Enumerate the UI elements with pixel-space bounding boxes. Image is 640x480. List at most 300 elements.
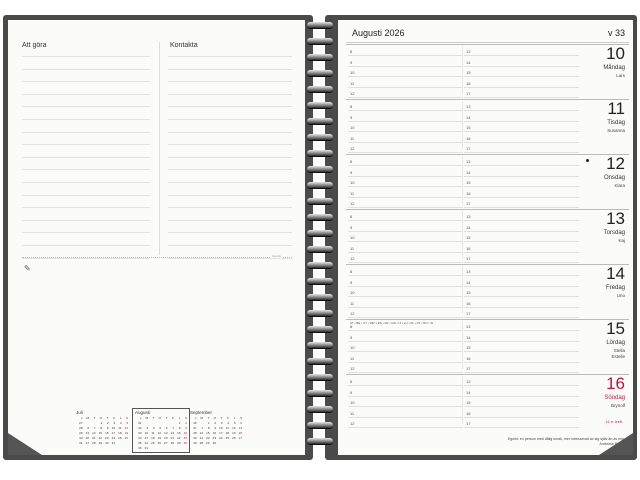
- hour-line[interactable]: [348, 88, 463, 98]
- weekday-name: Lördag: [606, 340, 625, 346]
- mini-calendar-cell: 4: [119, 421, 122, 425]
- hour-line[interactable]: [348, 386, 463, 396]
- mini-calendar-cell: 14: [199, 431, 203, 435]
- mini-calendar-cell: 18: [151, 436, 155, 440]
- spiral-ring: [307, 374, 333, 380]
- hour-line[interactable]: [348, 297, 463, 307]
- ruled-line: [168, 119, 292, 120]
- mini-calendar-cell: 31: [111, 441, 115, 445]
- mini-calendar-cell: 8: [100, 426, 102, 430]
- hour-column: [464, 266, 579, 318]
- hour-line[interactable]: [348, 276, 463, 286]
- hour-column-divider: [462, 376, 463, 424]
- mini-calendar-cell: F: [227, 416, 229, 420]
- hour-column: [348, 321, 463, 373]
- hour-line[interactable]: [348, 211, 463, 221]
- mini-calendar-row: [135, 446, 187, 451]
- mini-calendar-cell: 29: [177, 441, 181, 445]
- contacts-title: Kontakta: [170, 42, 198, 49]
- mini-calendar-cell: v: [195, 416, 197, 420]
- hour-label: 15: [466, 125, 471, 131]
- hour-line[interactable]: [464, 342, 579, 352]
- mini-calendar-cell: 4: [152, 426, 155, 430]
- hour-line[interactable]: [464, 418, 579, 428]
- hour-line[interactable]: [348, 253, 463, 263]
- hour-label: 14: [466, 224, 471, 230]
- weekday-name: Tisdag: [607, 120, 625, 126]
- mini-calendar-cell: 28: [170, 441, 174, 445]
- mini-calendar-cell: 30: [79, 436, 83, 440]
- mini-calendar-cell: 24: [144, 441, 148, 445]
- mini-calendar-cell: 30: [105, 441, 109, 445]
- hour-label: 15: [466, 290, 471, 296]
- hour-line[interactable]: [464, 132, 579, 142]
- hour-line[interactable]: [464, 376, 579, 386]
- hour-label: 13: [466, 159, 471, 165]
- hour-line[interactable]: [464, 242, 579, 252]
- day-number: 13: [606, 209, 625, 228]
- mini-calendar-august: [132, 408, 190, 453]
- name-day: Stella Estelle: [611, 348, 625, 359]
- mini-calendar-cell: S: [125, 416, 128, 420]
- hour-line[interactable]: [464, 276, 579, 286]
- mini-calendar-cell: 20: [164, 436, 168, 440]
- hour-label: 9: [350, 59, 353, 65]
- column-divider: [159, 42, 160, 255]
- hour-line[interactable]: [464, 122, 579, 132]
- hour-label: 13: [466, 269, 471, 275]
- ruled-line: [22, 169, 150, 170]
- spiral-ring: [307, 358, 333, 364]
- mini-calendar-cell: 37: [193, 426, 197, 430]
- mini-calendar-cell: 6: [240, 421, 242, 425]
- ruled-line: [22, 132, 150, 133]
- hour-line[interactable]: [464, 308, 579, 318]
- hour-label: 12: [350, 90, 355, 96]
- mini-calendar-cell: v: [81, 416, 83, 420]
- hour-line[interactable]: [464, 166, 579, 176]
- hour-label: 9: [350, 224, 353, 230]
- mini-calendar-cell: 3: [113, 421, 115, 425]
- ruled-line: [168, 207, 292, 208]
- spiral-ring: [307, 390, 333, 396]
- day-number: 16: [606, 374, 625, 393]
- ruled-line: [168, 106, 292, 107]
- mini-calendar-cell: 21: [170, 436, 174, 440]
- mini-calendar-cell: F: [172, 416, 174, 420]
- day-separator: [346, 154, 629, 155]
- hour-line[interactable]: [464, 352, 579, 362]
- week-header: [346, 24, 629, 43]
- hour-label: 14: [466, 169, 471, 175]
- mini-calendar-cell: 21: [199, 436, 203, 440]
- mini-calendar-cell: T: [152, 416, 155, 420]
- hour-line[interactable]: [348, 143, 463, 153]
- spiral-ring: [307, 230, 333, 236]
- hour-line[interactable]: [464, 101, 579, 111]
- day-separator: [346, 99, 629, 100]
- mini-calendar-cell: 24: [111, 436, 115, 440]
- ruled-line: [22, 220, 150, 221]
- mini-calendar-cell: T: [106, 416, 109, 420]
- hour-label: 15: [466, 70, 471, 76]
- mini-calendar-cell: 2: [106, 421, 109, 425]
- hour-label: 13: [466, 214, 471, 220]
- mini-calendar-cell: 13: [164, 431, 168, 435]
- mini-calendar-cell: O: [99, 416, 102, 420]
- day-block[interactable]: [346, 154, 629, 208]
- mini-calendar-cell: 30: [183, 441, 187, 445]
- mini-calendar-cell: 26: [124, 436, 128, 440]
- mini-calendar-cell: T: [207, 416, 210, 420]
- mini-calendar-cell: 27: [238, 436, 242, 440]
- mini-calendar-cell: 28: [92, 441, 96, 445]
- hour-label: 11: [350, 410, 355, 416]
- day-separator: [346, 209, 629, 210]
- day-number: 12: [606, 154, 625, 173]
- page-corner: [8, 433, 42, 455]
- weekday-name: Onsdag: [603, 175, 625, 181]
- mini-calendar-cell: 5: [126, 421, 128, 425]
- hour-label: 8: [350, 379, 353, 385]
- mini-calendar-cell: 3: [220, 421, 223, 425]
- hour-column: [348, 211, 463, 263]
- ruled-line: [22, 182, 150, 183]
- mini-calendar-cell: 2: [185, 421, 187, 425]
- mini-calendar-cell: 10: [219, 426, 223, 430]
- mini-calendar-cell: 26: [157, 441, 161, 445]
- day-separator: [346, 44, 629, 45]
- mini-calendar-cell: 20: [238, 431, 242, 435]
- mini-calendar-cell: 38: [193, 431, 197, 435]
- mini-calendar-cell: 35: [138, 441, 142, 445]
- hour-column-divider: [462, 101, 463, 149]
- ruled-line: [168, 245, 292, 246]
- name-day: Klara: [614, 183, 625, 188]
- hour-line[interactable]: [464, 253, 579, 263]
- mini-calendar-cell: 39: [193, 436, 197, 440]
- name-day: Uno: [616, 293, 625, 298]
- month-year: Augusti 2026: [352, 28, 405, 38]
- hour-line[interactable]: [348, 266, 463, 276]
- spiral-ring: [307, 70, 333, 76]
- mini-calendar-cell: 29: [79, 431, 83, 435]
- mini-calendar-cell: 31: [144, 446, 148, 450]
- weekday-name: Fredag: [605, 285, 625, 291]
- mini-calendar-cell: 14: [170, 431, 174, 435]
- hour-label: 13: [466, 379, 471, 385]
- sunday-note: 11 e. trefl.: [605, 419, 623, 424]
- mini-calendar-cell: 12: [232, 426, 236, 430]
- hour-line[interactable]: [348, 287, 463, 297]
- day-block[interactable]: [346, 99, 629, 153]
- ruled-line: [168, 132, 292, 133]
- hour-line[interactable]: [464, 143, 579, 153]
- hour-line[interactable]: [348, 232, 463, 242]
- weekday-name: Söndag: [604, 395, 625, 401]
- hour-line[interactable]: [348, 198, 463, 208]
- mini-calendar-cell: 8: [178, 426, 181, 430]
- hour-line[interactable]: [348, 77, 463, 87]
- hour-line[interactable]: [348, 352, 463, 362]
- mini-calendar-cell: 22: [206, 436, 210, 440]
- hour-line[interactable]: [464, 266, 579, 276]
- hour-line[interactable]: [464, 407, 579, 417]
- mini-calendar-cell: 3: [146, 426, 148, 430]
- hour-line[interactable]: [464, 46, 579, 56]
- day-number: 10: [606, 44, 625, 63]
- mini-calendar-cell: 30: [212, 441, 216, 445]
- spiral-ring: [307, 166, 333, 172]
- hour-line[interactable]: [464, 232, 579, 242]
- mini-calendar-cell: M: [86, 416, 89, 420]
- hour-line[interactable]: [348, 132, 463, 142]
- hour-line[interactable]: [348, 242, 463, 252]
- mini-calendar-row: [76, 441, 128, 446]
- mini-calendar-cell: 28: [79, 426, 83, 430]
- spiral-ring: [307, 54, 333, 60]
- ruled-line: [22, 207, 150, 208]
- hour-label: 14: [466, 389, 471, 395]
- hour-label: 10: [350, 180, 355, 186]
- mini-calendar-cell: 17: [144, 436, 148, 440]
- mini-calendar-month: Augusti: [135, 410, 151, 415]
- ruled-line: [22, 195, 150, 196]
- hour-line[interactable]: [464, 297, 579, 307]
- hour-line[interactable]: [348, 407, 463, 417]
- hour-label: 12: [350, 200, 355, 206]
- hour-line[interactable]: [464, 221, 579, 231]
- hour-label: 16: [466, 80, 471, 86]
- hour-label: 15: [466, 180, 471, 186]
- hour-label: 11: [350, 80, 355, 86]
- spiral-ring: [307, 86, 333, 92]
- mini-calendar-cell: v: [140, 416, 142, 420]
- hour-column: [464, 101, 579, 153]
- name-day: Kaj: [618, 238, 625, 243]
- week-number: v 33: [607, 28, 625, 38]
- day-block[interactable]: [346, 209, 629, 263]
- mini-calendar-cell: 25: [118, 436, 122, 440]
- hour-label: 11: [350, 190, 355, 196]
- mini-calendar-cell: 31: [79, 441, 83, 445]
- mini-calendar-cell: 28: [199, 441, 203, 445]
- mini-calendar-cell: 16: [105, 431, 109, 435]
- hour-label: 17: [466, 255, 471, 261]
- spiral-ring: [307, 102, 333, 108]
- mini-calendar-cell: M: [200, 416, 203, 420]
- hour-line[interactable]: [348, 177, 463, 187]
- hour-line[interactable]: [464, 67, 579, 77]
- mini-calendar-cell: 11: [151, 431, 155, 435]
- hour-label: 8: [350, 49, 353, 55]
- hour-line[interactable]: [464, 88, 579, 98]
- spiral-ring: [307, 278, 333, 284]
- ruled-line: [22, 81, 150, 82]
- day-number: 15: [606, 319, 625, 338]
- hour-label: 16: [466, 190, 471, 196]
- weekday-name: Måndag: [603, 65, 625, 71]
- mini-calendar-july: [76, 410, 128, 446]
- mini-calendar-cell: 29: [98, 441, 102, 445]
- hour-line[interactable]: [464, 187, 579, 197]
- hour-line[interactable]: [464, 77, 579, 87]
- day-block[interactable]: [346, 319, 629, 373]
- hour-line[interactable]: [464, 111, 579, 121]
- mini-calendar-cell: 18: [118, 431, 122, 435]
- hour-label: 14: [466, 279, 471, 285]
- mini-calendar-cell: 18: [225, 431, 229, 435]
- mini-calendar-cell: 27: [79, 421, 83, 425]
- mini-calendar-cell: 34: [138, 436, 142, 440]
- mini-calendar-month: Juli: [76, 410, 83, 415]
- spiral-ring: [307, 22, 333, 28]
- mini-calendar-cell: [122, 441, 129, 446]
- mini-calendar-cell: 36: [193, 421, 197, 425]
- spiral-binding: [307, 22, 333, 452]
- hour-line[interactable]: [464, 397, 579, 407]
- hour-line[interactable]: [348, 187, 463, 197]
- day-block[interactable]: [346, 374, 629, 428]
- hour-line[interactable]: [464, 386, 579, 396]
- weekday-name: Torsdag: [603, 230, 625, 236]
- spiral-ring: [307, 438, 333, 444]
- todo-lines: [22, 56, 150, 254]
- hour-line[interactable]: [348, 101, 463, 111]
- mini-calendar-cell: 12: [157, 431, 161, 435]
- hour-line[interactable]: [348, 363, 463, 373]
- hour-line[interactable]: [464, 56, 579, 66]
- mini-calendar-cell: 40: [193, 441, 197, 445]
- hour-label: 9: [350, 279, 353, 285]
- spiral-ring: [307, 342, 333, 348]
- todo-title: Att göra: [22, 42, 47, 49]
- mini-calendar-cell: 21: [92, 436, 96, 440]
- hour-line[interactable]: [464, 363, 579, 373]
- page-corner-right: [599, 433, 633, 455]
- mini-calendar-cell: O: [158, 416, 161, 420]
- hour-line[interactable]: [464, 198, 579, 208]
- mini-calendar-cell: 5: [159, 426, 161, 430]
- hour-line[interactable]: [464, 287, 579, 297]
- mini-calendar-cell: 19: [124, 431, 128, 435]
- hour-label: 8: [350, 324, 353, 330]
- hour-line[interactable]: [348, 221, 463, 231]
- hour-column: [348, 376, 463, 428]
- hour-line[interactable]: [464, 331, 579, 341]
- hour-line[interactable]: [464, 211, 579, 221]
- pen-note-icon: ✎: [24, 264, 31, 273]
- ruled-line: [22, 245, 150, 246]
- hour-line[interactable]: [348, 397, 463, 407]
- hour-label: 12: [350, 420, 355, 426]
- ruled-line: [22, 69, 150, 70]
- hour-column: [464, 321, 579, 373]
- hour-line[interactable]: [464, 321, 579, 331]
- mini-calendar-cell: 19: [232, 431, 236, 435]
- hour-label: 9: [350, 334, 353, 340]
- mini-calendar-cell: 23: [212, 436, 216, 440]
- hour-line[interactable]: [348, 166, 463, 176]
- mini-calendar-cell: L: [119, 416, 122, 420]
- ruled-line: [22, 119, 150, 120]
- hour-label: 11: [350, 135, 355, 141]
- hour-line[interactable]: [348, 308, 463, 318]
- hour-line[interactable]: [348, 46, 463, 56]
- name-day: Susanna: [607, 128, 625, 133]
- hour-label: 14: [466, 334, 471, 340]
- ruled-line: [22, 94, 150, 95]
- mini-calendar-cell: 14: [92, 431, 96, 435]
- hour-column-divider: [462, 46, 463, 94]
- hour-line[interactable]: [348, 331, 463, 341]
- hour-label: 9: [350, 389, 353, 395]
- hour-label: 14: [466, 59, 471, 65]
- hour-column-divider: [462, 321, 463, 369]
- hour-label: 11: [350, 245, 355, 251]
- mini-calendar-cell: 9: [214, 426, 216, 430]
- hour-line[interactable]: [348, 56, 463, 66]
- hour-column-divider: [462, 156, 463, 204]
- hour-line[interactable]: [348, 418, 463, 428]
- hour-label: 17: [466, 310, 471, 316]
- hour-line[interactable]: [348, 67, 463, 77]
- mini-calendar-cell: 5: [233, 421, 236, 425]
- hour-column-divider: [462, 211, 463, 259]
- spiral-ring: [307, 262, 333, 268]
- mini-calendar-cell: 23: [183, 436, 187, 440]
- hour-line[interactable]: [348, 111, 463, 121]
- mini-calendar-cell: M: [145, 416, 148, 420]
- mini-calendar-cell: 7: [172, 426, 174, 430]
- mini-calendar-cell: T: [93, 416, 96, 420]
- hour-line[interactable]: [348, 156, 463, 166]
- hour-line[interactable]: [464, 156, 579, 166]
- hour-label: 16: [466, 135, 471, 141]
- spiral-ring: [307, 406, 333, 412]
- hour-line[interactable]: [348, 342, 463, 352]
- mini-calendar-cell: 25: [151, 441, 155, 445]
- day-block[interactable]: [346, 264, 629, 318]
- mini-calendar-cell: 11: [225, 426, 229, 430]
- hour-column-divider: [462, 266, 463, 314]
- day-block[interactable]: [346, 44, 629, 98]
- hour-column: [464, 376, 579, 428]
- holiday-countries: AT • BE • CY • DE* • ES • FR • GR • IT • LU • PL • PT • RO • SI: [350, 321, 434, 325]
- mini-calendar-cell: 33: [138, 431, 142, 435]
- hour-line[interactable]: [348, 376, 463, 386]
- hour-line[interactable]: [464, 177, 579, 187]
- contact-lines: [168, 56, 292, 254]
- mini-calendar-cell: 2: [214, 421, 216, 425]
- ruled-line: [168, 195, 292, 196]
- mini-calendar-cell: 10: [111, 426, 115, 430]
- hour-label: 8: [350, 159, 353, 165]
- mini-calendar-cell: 31: [138, 421, 142, 425]
- hour-label: 13: [466, 324, 471, 330]
- mini-calendar-cell: L: [178, 416, 181, 420]
- mini-calendar-cell: S: [239, 416, 242, 420]
- left-page: [8, 20, 305, 455]
- hour-line[interactable]: [348, 122, 463, 132]
- mini-calendar-cell: 7: [93, 426, 96, 430]
- mini-calendar-cell: 12: [124, 426, 128, 430]
- mini-calendar-cell: 15: [177, 431, 181, 435]
- mini-calendar-cell: 10: [144, 431, 148, 435]
- mini-calendar-cell: 24: [219, 436, 223, 440]
- hour-label: 15: [466, 400, 471, 406]
- mini-calendar-cell: [181, 446, 188, 451]
